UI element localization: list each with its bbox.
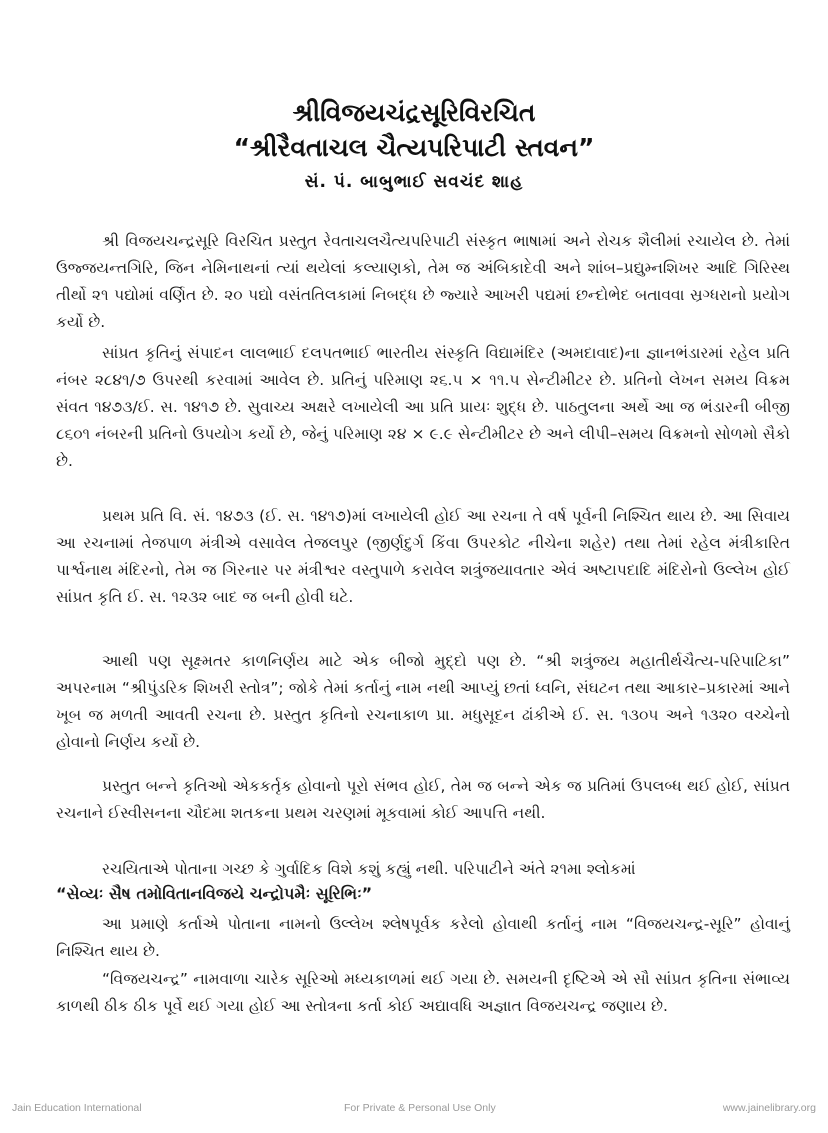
footer-usage-note: For Private & Personal Use Only	[344, 1102, 496, 1114]
paragraph-intro: શ્રી વિજયચન્દ્રસૂરિ વિરચિત પ્રસ્તુત રેવતાચલચૈત્યપરિપાટી સંસ્કૃત ભાષામાં અને રોચક શૈલીમાં રચાયેલ છે. તેમાં ઉજ્જયન્તગિરિ, જિન નેમિનાથનાં ત્યાં થયેલાં કલ્યાણકો, તેમ જ અંબિકાદેવી અને શાંબ–પ્રદ્યુમ્નશિખર આદિ ગિરિસ્થ તીર્થો ૨૧ પદ્યોમાં વર્ણિત છે. ૨૦ પદ્યો વસંતતિલકામાં નિબદ્ધ છે જ્યારે આખરી પદ્યમાં છન્દોભેદ બતાવવા સ્રગ્ધરાનો પ્રયોગ કર્યો છે.	[56, 232, 790, 331]
sanskrit-quote: “સેવ્યઃ સૈષ તમોવિતાનવિજયે ચન્દ્રોપમૈઃ સૂરિભિઃ”	[56, 884, 373, 903]
page-footer	[0, 1102, 828, 1118]
paragraph-manuscript: સાંપ્રત કૃતિનું સંપાદન લાલભાઈ દલપતભાઈ ભારતીય સંસ્કૃતિ વિદ્યામંદિર (અમદાવાદ)ના જ્ઞાનભંડારમાં રહેલ પ્રતિ નંબર ૨૮૪૧/૭ ઉપરથી કરવામાં આવેલ છે. પ્રતિનું પરિમાણ ૨૬.૫ × ૧૧.૫ સેન્ટીમીટર છે. પ્રતિનો લેખન સમય વિક્રમ સંવત ૧૪૭૩/ઈ. સ. ૧૪૧૭ છે. સુવાચ્ય અક્ષરે લખાયેલી આ પ્રતિ પ્રાયઃ શુદ્ધ છે. પાઠતુલના અર્થે આ જ ભંડારની બીજી ૮૬૦૧ નંબરની પ્રતિનો ઉપયોગ કર્યો છે, જેનું પરિમાણ ૨૪ × ૯.૯ સેન્ટીમીટર છે અને લીપી–સમય વિક્રમનો સોળમો સૈકો છે.	[56, 344, 790, 470]
document-editor: સં. પં. બાબુભાઈ સવચંદ શાહ	[304, 172, 524, 192]
document-title-author: શ્રીવિજયચંદ્રસૂરિવિરચિત	[292, 98, 536, 127]
paragraph-dating: પ્રથમ પ્રતિ વિ. સં. ૧૪૭૩ (ઈ. સ. ૧૪૧૭)માં લખાયેલી હોઈ આ રચના તે વર્ષ પૂર્વની નિશ્ચિત થાય છે. આ સિવાય આ રચનામાં તેજપાળ મંત્રીએ વસાવેલ તેજલપુર (જીર્ણદુર્ગ કિંવા ઉપરકોટ નીચેના શહેર) તથા તેમાં રહેલ મંત્રીકારિત પાર્શ્વનાથ મંદિરનો, તેમ જ ગિરનાર પર મંત્રીશ્વર વસ્તુપાળે કરાવેલ શત્રુંજયાવતાર એવં અષ્ટાપદાદિ મંદિરોનો ઉલ્લેખ હોઈ સાંપ્રત કૃતિ ઈ. સ. ૧૨૩૨ બાદ જ બની હોવી ઘટે.	[56, 507, 790, 606]
footer-publisher: Jain Education International	[12, 1102, 142, 1114]
paragraph-conclusion: “વિજયચન્દ્ર” નામવાળા ચારેક સૂરિઓ મધ્યકાળમાં થઈ ગયા છે. સમયની દૃષ્ટિએ એ સૌ સાંપ્રત કૃતિના સંભાવ્ય કાળથી ઠીક ઠીક પૂર્વે થઈ ગયા હોઈ આ સ્તોત્રના કર્તા કોઈ અદ્યાવધિ અજ્ઞાત વિજયચન્દ્ર જણાય છે.	[56, 970, 790, 1015]
document-title-work: “શ્રીરૈવતાચલ ચૈત્યપરિપાટી સ્તવન”	[233, 133, 595, 162]
footer-website-link[interactable]: www.jainelibrary.org	[722, 1102, 816, 1114]
paragraph-comparison: આથી પણ સૂક્ષ્મતર કાળનિર્ણય માટે એક બીજો મુદ્દો પણ છે. “શ્રી શત્રુંજય મહાતીર્થચૈત્ય-પરિપાટિકા” અપરનામ “શ્રીપુંડરિક શિખરી સ્તોત્ર”; જોકે તેમાં કર્તાનું નામ નથી આપ્યું છતાં ધ્વનિ, સંઘટન તથા આકાર–પ્રકારમાં આને ખૂબ જ મળતી આવતી રચના છે. પ્રસ્તુત કૃતિનો રચનાકાળ પ્રા. મધુસૂદન ઢાંકીએ ઈ. સ. ૧૩૦૫ અને ૧૩૨૦ વચ્ચેનો હોવાનો નિર્ણય કર્યો છે.	[56, 652, 790, 751]
paragraph-authorship: પ્રસ્તુત બન્ને કૃતિઓ એકકર્તૃક હોવાનો પૂરો સંભવ હોઈ, તેમ જ બન્ને એક જ પ્રતિમાં ઉપલબ્ધ થઈ હોઈ, સાંપ્રત રચનાને ઈસ્વીસનના ચૌદમા શતકના પ્રથમ ચરણમાં મૂકવામાં કોઈ આપત્તિ નથી.	[56, 777, 790, 822]
paragraph-author-name: આ પ્રમાણે કર્તાએ પોતાના નામનો ઉલ્લેખ શ્લેષપૂર્વક કરેલો હોવાથી કર્તાનું નામ “વિજયચન્દ્ર-સૂરિ” હોવાનું નિશ્ચિત થાય છે.	[56, 915, 790, 960]
paragraph-gaccha: રચયિતાએ પોતાના ગચ્છ કે ગુર્વાદિક વિશે કશું કહ્યું નથી. પરિપાટીને અંતે ૨૧મા શ્લોકમાં	[102, 860, 636, 878]
